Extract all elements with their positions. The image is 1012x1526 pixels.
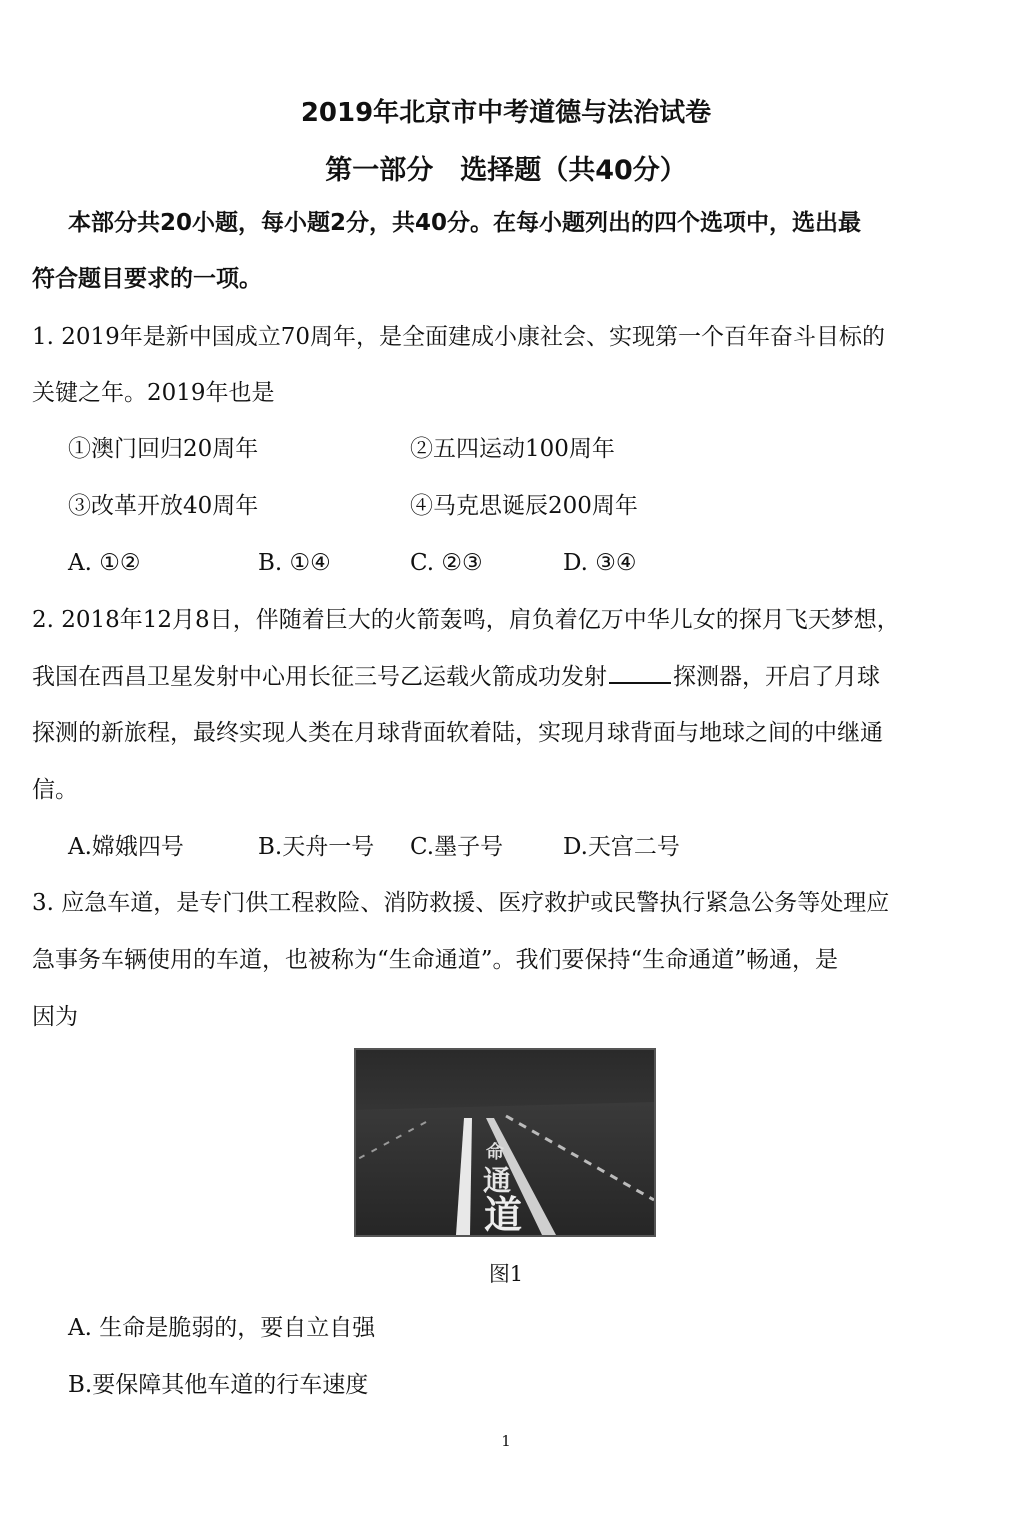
- q2-stem-line-4: 信。: [32, 777, 78, 803]
- q1-item-2: ②五四运动100周年: [410, 436, 615, 462]
- road-text-char: 道: [484, 1193, 523, 1235]
- q1-item-1: ①澳门回归20周年: [68, 436, 259, 462]
- q2-stem-line-2: [32, 662, 982, 692]
- q1-item-4: ④马克思诞辰200周年: [410, 493, 638, 519]
- road-text-char: 命: [486, 1142, 504, 1163]
- q2-stem-line-2-before-blank: 我国在西昌卫星发射中心用长征三号乙运载火箭成功发射: [32, 664, 607, 690]
- figure-emergency-lane-photo: [354, 1048, 656, 1237]
- part-title: 第一部分 选择题（共40分）: [325, 155, 687, 186]
- instructions-line-1: 本部分共20小题，每小题2分，共40分。在每小题列出的四个选项中，选出最: [68, 210, 862, 236]
- document-title: 2019年北京市中考道德与法治试卷: [300, 98, 712, 128]
- q1-choice-c: C. ②③: [410, 550, 483, 576]
- q1-choice-b: B. ①④: [258, 550, 331, 576]
- page-number: 1: [501, 1432, 511, 1450]
- q1-stem-line-1: 1. 2019年是新中国成立70周年，是全面建成小康社会、实现第一个百年奋斗目标的: [32, 324, 886, 350]
- q2-stem-line-2-after-blank: 探测器，开启了月球: [673, 664, 880, 690]
- road-text-char: 通: [483, 1164, 512, 1197]
- q2-choice-b: B.天舟一号: [258, 834, 375, 860]
- figure-caption: 图1: [488, 1262, 524, 1286]
- q2-choice-c: C.墨子号: [410, 834, 504, 860]
- answer-blank: [609, 662, 671, 684]
- q2-stem-line-3: 探测的新旅程，最终实现人类在月球背面软着陆，实现月球背面与地球之间的中继通: [32, 720, 883, 746]
- instructions-line-2: 符合题目要求的一项。: [32, 266, 262, 292]
- q3-stem-line-1: 3. 应急车道，是专门供工程救险、消防救援、医疗救护或民警执行紧急公务等处理应: [32, 890, 890, 916]
- q2-choice-d: D.天宫二号: [563, 834, 680, 860]
- q1-choice-a: A. ①②: [68, 550, 141, 576]
- q1-choice-d: D. ③④: [563, 550, 637, 576]
- q3-choice-a: A. 生命是脆弱的，要自立自强: [68, 1315, 376, 1341]
- q2-choice-a: A.嫦娥四号: [68, 834, 184, 860]
- q1-item-3: ③改革开放40周年: [68, 493, 259, 519]
- q3-choice-b: B.要保障其他车道的行车速度: [68, 1372, 369, 1398]
- q3-stem-line-3: 因为: [32, 1004, 78, 1030]
- q2-stem-line-1: 2. 2018年12月8日，伴随着巨大的火箭轰鸣，肩负着亿万中华儿女的探月飞天梦想，: [32, 607, 900, 633]
- q3-stem-line-2: 急事务车辆使用的车道，也被称为“生命通道”。我们要保持“生命通道”畅通，是: [32, 947, 839, 973]
- q1-stem-line-2: 关键之年。2019年也是: [32, 380, 275, 406]
- road-illustration: [356, 1050, 654, 1235]
